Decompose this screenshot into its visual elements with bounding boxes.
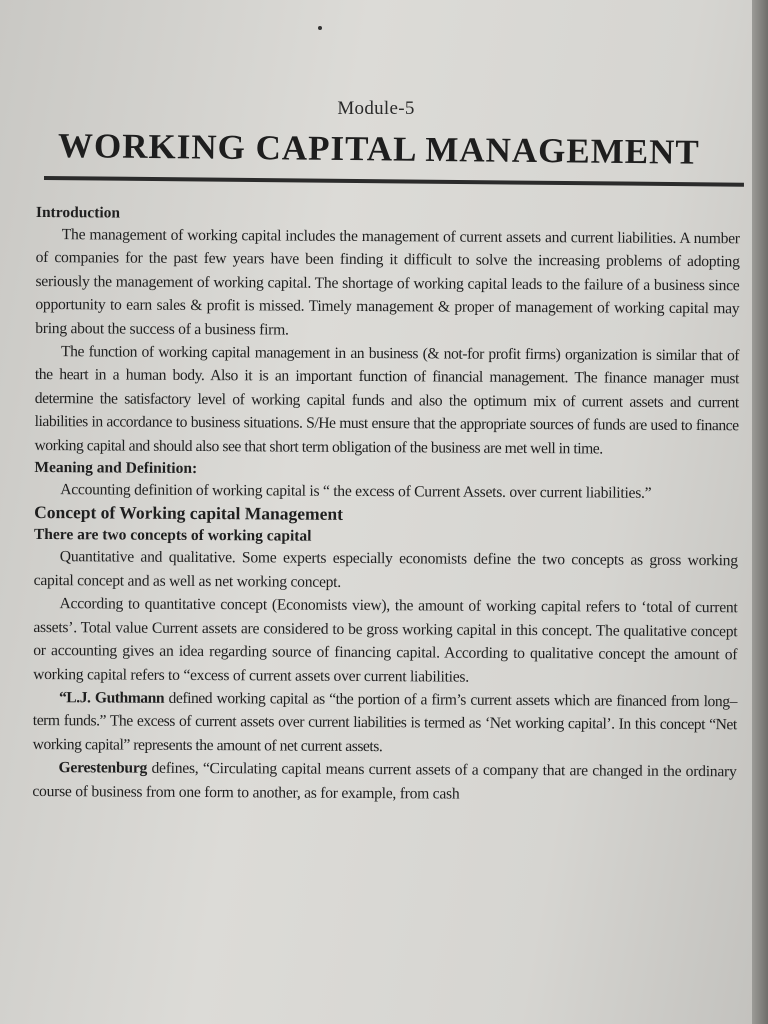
module-label: Module-5 [337, 98, 415, 119]
introduction-paragraph-2: The function of working capital management in an business (& not-for profit firms) organization is similar that of the heart in a human body. Also it is an important function of financial management. The finance manager must determine the satisfactory level of working capital funds and also the optimum mix of current assets and current liabilities in accordance to business situations. S/He must ensure that the appropriate sources of funds are used to finance working capital and should also see that short term obligation of the business are met well in time. [34, 343, 740, 458]
book-spine-edge [752, 0, 768, 1024]
gerestenburg-definition: defines, “Circulating capital means current assets of a company that are changed in the ordinary course of business from one form to another, as for example, from cash [32, 759, 737, 803]
chapter-title: WORKING CAPITAL MANAGEMENT [57, 126, 700, 172]
introduction-paragraph-1: The management of working capital includes the management of current assets and current liabilities. A number of companies for the past few years have been finding it difficult to solve the increasing problems of adopting seriously the management of working capital. The shortage of working capital leads to the failure of a business since opportunity to earn sales & profit is missed. Timely management & proper of management of working capital may bring about the success of a business firm. [35, 226, 740, 339]
introduction-heading: Introduction [35, 203, 121, 222]
concept-paragraph-1: Quantitative and qualitative. Some experts especially economists define the two concepts as gross working capital concept and as well as net working concept. [33, 548, 738, 591]
gerestenburg-name: Gerestenburg [58, 759, 148, 777]
meaning-paragraph: Accounting definition of working capital is “ the excess of Current Assets. over current liabilities.” [60, 481, 652, 502]
concept-paragraph-3 [33, 686, 737, 761]
concept-subheading: There are two concepts of working capital [33, 526, 312, 546]
title-underline [44, 176, 744, 187]
concept-paragraph-4 [32, 756, 736, 807]
concept-heading: Concept of Working capital Management [34, 502, 344, 525]
meaning-heading: Meaning and Definition: [34, 459, 198, 478]
guthmann-definition: defined working capital as “the portion of a firm’s current assets which are financed from long–term funds.” The excess of current assets over current liabilities is termed as ‘Net working capital’. In this concept “Net working capital” represents the amount of net current assets. [32, 689, 737, 755]
concept-paragraph-2: According to quantitative concept (Economists view), the amount of working capital refers to ‘total of current assets’. Total value Current assets are considered to be gross working capital in this concept. The qualitative concept or accounting gives an idea regarding source of financing capital. According to qualitative concept the amount of working capital refers to “excess of current assets over current liabilities. [33, 595, 738, 686]
guthmann-name: “L.J. Guthmann [58, 689, 165, 707]
ink-speck [318, 26, 322, 30]
page-body [32, 202, 740, 807]
